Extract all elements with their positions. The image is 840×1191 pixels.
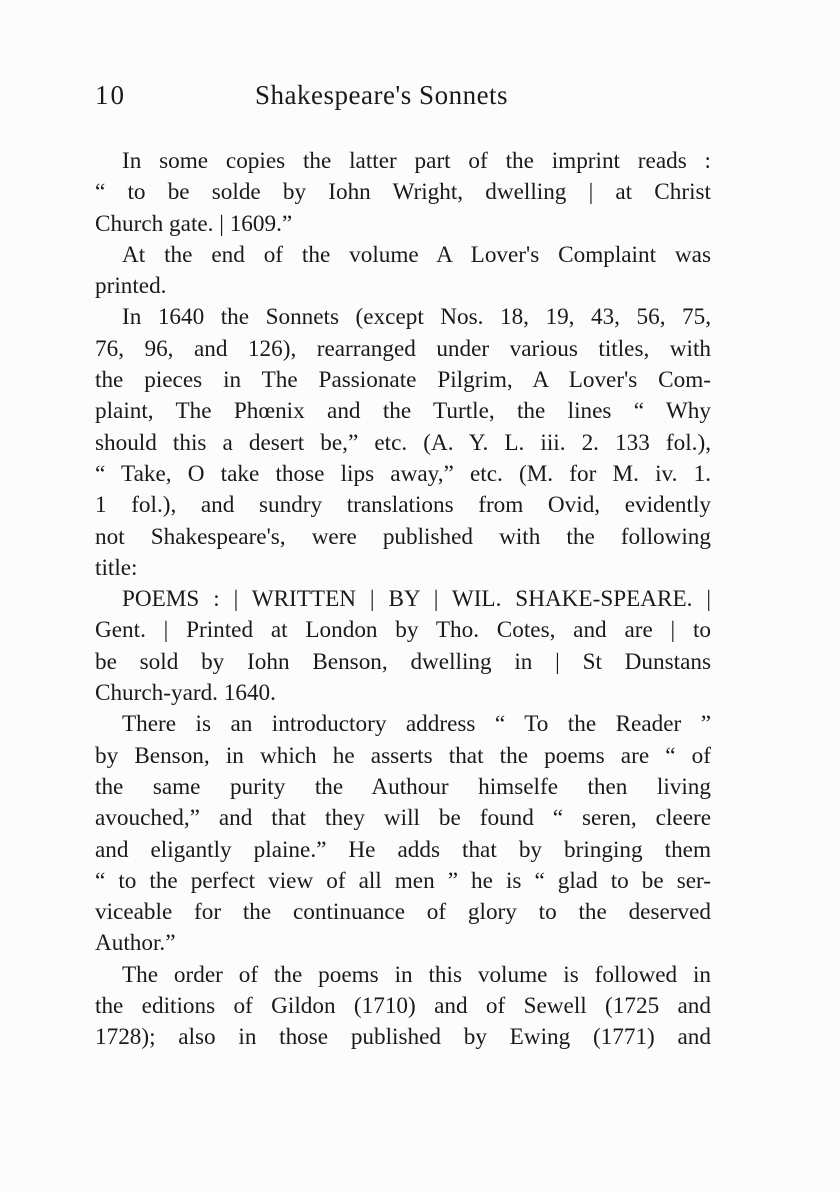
text-line: The order of the poems in this volume is followed in [122, 961, 711, 988]
text-line: “ to be solde by Iohn Wright, dwelling | at Christ [95, 179, 711, 206]
text-line: avouched,” and that they will be found “ seren, cleere [95, 805, 711, 832]
text-line: Gent. | Printed at London by Tho. Cotes, and are | to [95, 617, 711, 644]
text-line: At the end of the volume A Lover's Complaint was [122, 241, 711, 268]
text-line: not Shakespeare's, were published with the following [95, 523, 711, 550]
text-line: Church-yard. 1640. [95, 680, 276, 707]
text-line: the pieces in The Passionate Pilgrim, A Lover's Com- [95, 367, 711, 394]
text-line: printed. [95, 273, 167, 300]
text-line: the same purity the Authour himselfe then living [95, 773, 711, 800]
text-line: 1 fol.), and sundry translations from Ovid, evidently [95, 492, 711, 519]
text-line: and eligantly plaine.” He adds that by bringing them [95, 836, 711, 863]
text-line: 76, 96, and 126), rearranged under various titles, with [95, 335, 711, 362]
text-line: “ to the perfect view of all men ” he is “ glad to be ser- [95, 867, 711, 894]
page-header [95, 80, 715, 124]
text-line: plaint, The Phœnix and the Turtle, the lines “ Why [95, 398, 711, 425]
text-line: viceable for the continuance of glory to the deserved [95, 899, 711, 926]
text-line: be sold by Iohn Benson, dwelling in | St Dunstans [95, 648, 711, 675]
text-line: POEMS : | WRITTEN | BY | WIL. SHAKE-SPEARE. | [122, 586, 711, 613]
text-line: the editions of Gildon (1710) and of Sewell (1725 and [95, 993, 711, 1020]
text-line: Author.” [95, 930, 176, 957]
text-line: In 1640 the Sonnets (except Nos. 18, 19, 43, 56, 75, [122, 304, 711, 331]
text-line: 1728); also in those published by Ewing (1771) and [95, 1024, 711, 1051]
page-number: 10 [95, 80, 126, 110]
text-line: Church gate. | 1609.” [95, 210, 293, 237]
text-line: title: [95, 554, 138, 581]
text-line: by Benson, in which he asserts that the poems are “ of [95, 742, 711, 769]
text-line: There is an introductory address “ To the Reader ” [122, 711, 711, 738]
running-title: Shakespeare's Sonnets [255, 80, 509, 110]
text-line: “ Take, O take those lips away,” etc. (M. for M. iv. 1. [95, 460, 711, 487]
text-line: should this a desert be,” etc. (A. Y. L. iii. 2. 133 fol.), [95, 429, 711, 456]
body-text [95, 146, 711, 1054]
text-line: In some copies the latter part of the imprint reads : [122, 148, 711, 174]
